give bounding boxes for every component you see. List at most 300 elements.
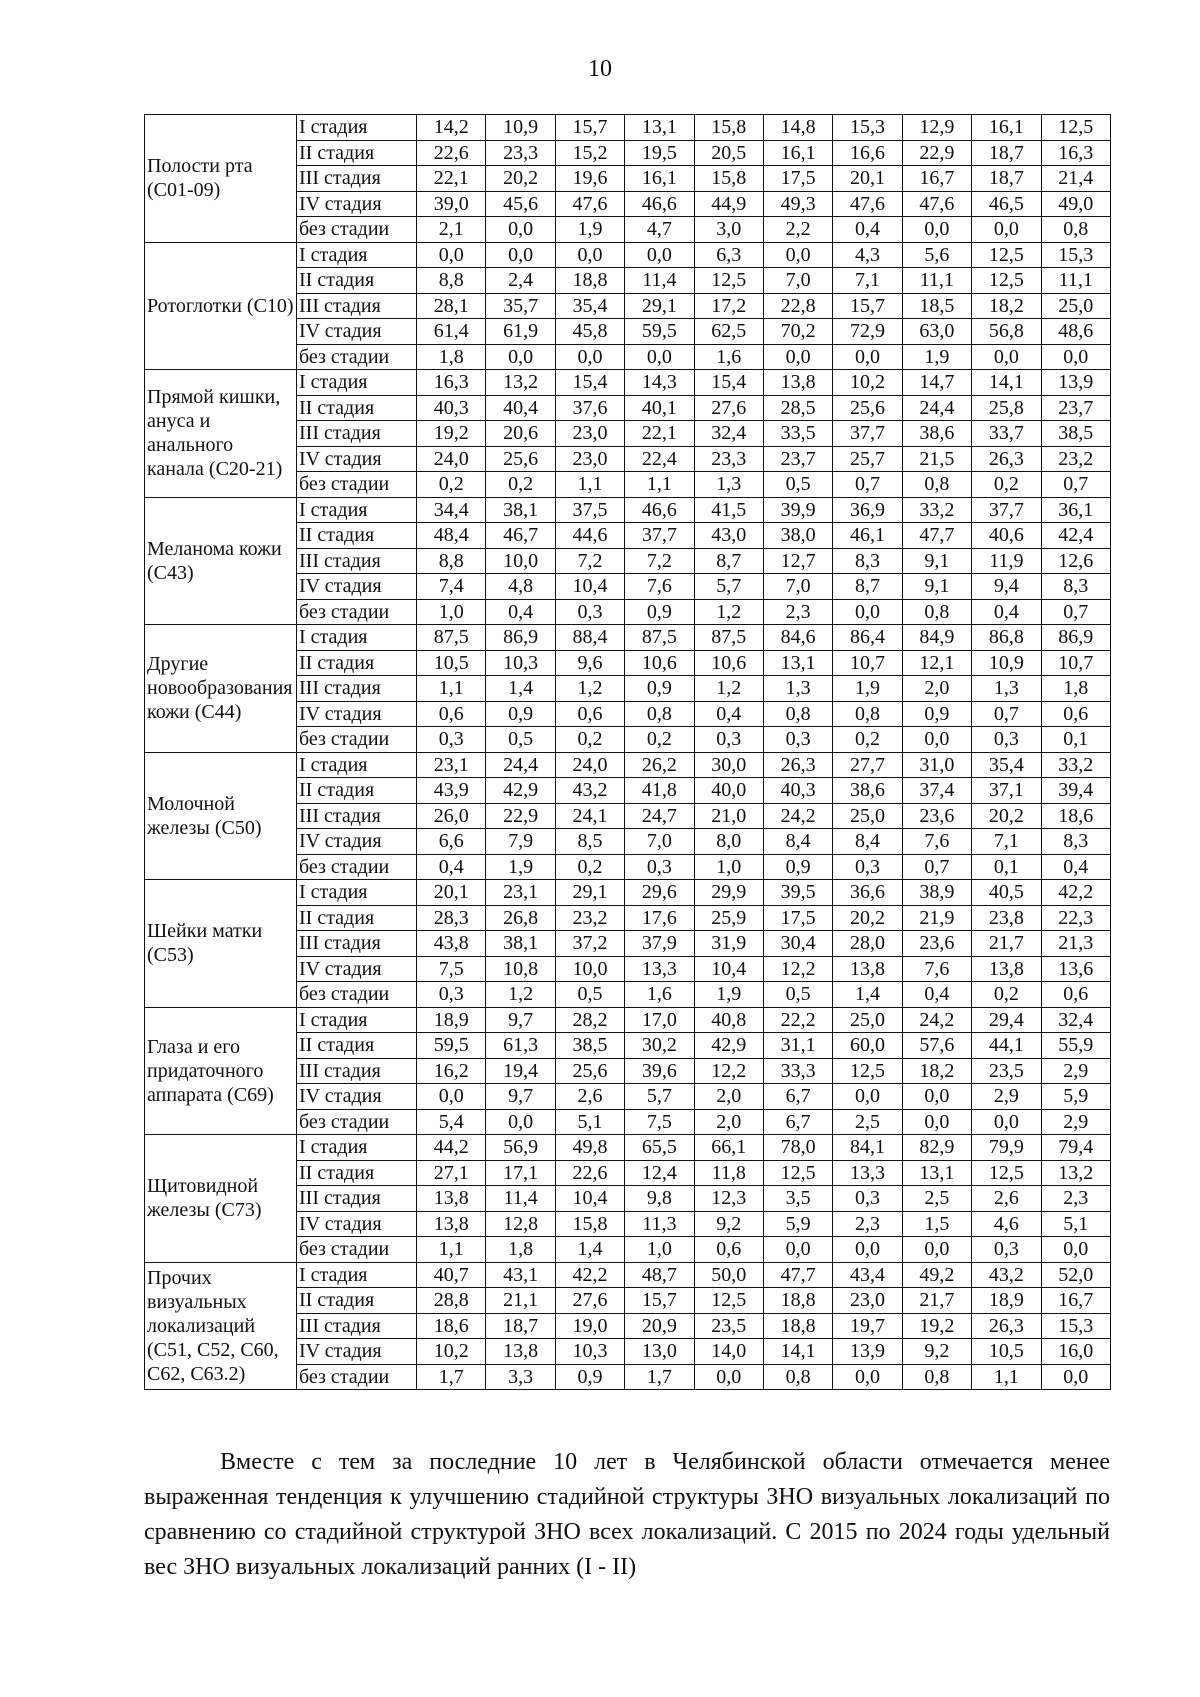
value-cell: 0,0 [417,242,486,268]
value-cell: 0,0 [625,344,694,370]
stage-label-cell: III стадия [297,1058,417,1084]
stage-label-cell: IV стадия [297,1084,417,1110]
value-cell: 31,9 [694,931,763,957]
value-cell: 13,9 [1041,370,1110,396]
stage-label-cell: I стадия [297,625,417,651]
value-cell: 0,0 [486,1109,555,1135]
value-cell: 0,3 [417,727,486,753]
value-cell: 29,1 [625,293,694,319]
value-cell: 43,9 [417,778,486,804]
site-name-cell: Шейки матки (С53) [145,880,297,1008]
value-cell: 16,3 [417,370,486,396]
value-cell: 18,6 [1041,803,1110,829]
value-cell: 43,2 [972,1262,1041,1288]
value-cell: 8,4 [763,829,832,855]
value-cell: 38,1 [486,497,555,523]
value-cell: 14,3 [625,370,694,396]
value-cell: 2,3 [763,599,832,625]
value-cell: 15,2 [555,140,624,166]
value-cell: 87,5 [417,625,486,651]
value-cell: 27,1 [417,1160,486,1186]
value-cell: 21,7 [972,931,1041,957]
value-cell: 12,5 [694,1288,763,1314]
value-cell: 12,3 [694,1186,763,1212]
stage-label-cell: II стадия [297,1160,417,1186]
value-cell: 47,6 [555,191,624,217]
value-cell: 0,0 [902,727,971,753]
table-row [145,115,1111,141]
value-cell: 0,0 [763,1237,832,1263]
value-cell: 30,2 [625,1033,694,1059]
site-name-cell: Прямой кишки, ануса и анального канала (С20-21) [145,370,297,498]
value-cell: 31,0 [902,752,971,778]
value-cell: 42,4 [1041,523,1110,549]
value-cell: 37,7 [972,497,1041,523]
value-cell: 1,9 [833,676,902,702]
value-cell: 0,9 [763,854,832,880]
value-cell: 23,5 [972,1058,1041,1084]
value-cell: 13,8 [417,1211,486,1237]
value-cell: 0,8 [902,472,971,498]
value-cell: 10,3 [555,1339,624,1365]
value-cell: 3,0 [694,217,763,243]
value-cell: 2,1 [417,217,486,243]
value-cell: 0,0 [902,1084,971,1110]
value-cell: 14,8 [763,115,832,141]
value-cell: 0,0 [972,217,1041,243]
value-cell: 0,3 [972,727,1041,753]
value-cell: 23,3 [486,140,555,166]
value-cell: 0,2 [486,472,555,498]
value-cell: 11,8 [694,1160,763,1186]
value-cell: 57,6 [902,1033,971,1059]
stage-label-cell: без стадии [297,472,417,498]
value-cell: 1,0 [417,599,486,625]
value-cell: 11,3 [625,1211,694,1237]
value-cell: 10,9 [486,115,555,141]
stage-label-cell: без стадии [297,217,417,243]
value-cell: 0,1 [972,854,1041,880]
value-cell: 32,4 [694,421,763,447]
site-name-cell: Прочих визуальных локализаций (С51, С52, С60, С62, С63.2) [145,1262,297,1390]
value-cell: 0,0 [486,344,555,370]
value-cell: 7,1 [833,268,902,294]
site-name-cell: Меланома кожи (С43) [145,497,297,625]
value-cell: 61,9 [486,319,555,345]
value-cell: 12,5 [833,1058,902,1084]
value-cell: 0,5 [763,982,832,1008]
value-cell: 24,4 [902,395,971,421]
value-cell: 2,5 [833,1109,902,1135]
value-cell: 1,7 [625,1364,694,1390]
value-cell: 6,7 [763,1109,832,1135]
table-body [145,115,1111,1390]
value-cell: 1,8 [486,1237,555,1263]
site-name-cell: Глаза и его придаточного аппарата (С69) [145,1007,297,1135]
value-cell: 12,1 [902,650,971,676]
value-cell: 43,1 [486,1262,555,1288]
value-cell: 9,7 [486,1084,555,1110]
stage-label-cell: IV стадия [297,191,417,217]
value-cell: 33,7 [972,421,1041,447]
value-cell: 15,8 [694,115,763,141]
stage-label-cell: IV стадия [297,956,417,982]
value-cell: 12,7 [763,548,832,574]
value-cell: 0,2 [555,854,624,880]
value-cell: 0,0 [417,1084,486,1110]
value-cell: 1,9 [902,344,971,370]
stage-label-cell: IV стадия [297,1339,417,1365]
value-cell: 36,1 [1041,497,1110,523]
value-cell: 0,3 [555,599,624,625]
value-cell: 10,2 [833,370,902,396]
value-cell: 8,5 [555,829,624,855]
value-cell: 20,2 [833,905,902,931]
value-cell: 0,2 [625,727,694,753]
value-cell: 2,6 [972,1186,1041,1212]
value-cell: 2,3 [833,1211,902,1237]
value-cell: 3,3 [486,1364,555,1390]
value-cell: 2,4 [486,268,555,294]
value-cell: 0,5 [763,472,832,498]
value-cell: 0,0 [972,344,1041,370]
value-cell: 9,1 [902,574,971,600]
value-cell: 21,3 [1041,931,1110,957]
stage-label-cell: IV стадия [297,829,417,855]
value-cell: 15,3 [833,115,902,141]
value-cell: 26,0 [417,803,486,829]
value-cell: 0,3 [417,982,486,1008]
value-cell: 10,9 [972,650,1041,676]
value-cell: 16,1 [763,140,832,166]
value-cell: 22,9 [486,803,555,829]
value-cell: 9,1 [902,548,971,574]
value-cell: 70,2 [763,319,832,345]
value-cell: 46,6 [625,191,694,217]
value-cell: 79,4 [1041,1135,1110,1161]
value-cell: 0,4 [417,854,486,880]
value-cell: 37,9 [625,931,694,957]
value-cell: 16,7 [1041,1288,1110,1314]
value-cell: 15,8 [694,166,763,192]
value-cell: 1,2 [555,676,624,702]
value-cell: 35,4 [972,752,1041,778]
value-cell: 10,5 [417,650,486,676]
value-cell: 25,6 [555,1058,624,1084]
value-cell: 0,3 [694,727,763,753]
value-cell: 84,6 [763,625,832,651]
value-cell: 15,8 [555,1211,624,1237]
value-cell: 40,6 [972,523,1041,549]
value-cell: 0,3 [833,854,902,880]
value-cell: 22,2 [763,1007,832,1033]
value-cell: 43,0 [694,523,763,549]
value-cell: 12,9 [902,115,971,141]
value-cell: 87,5 [694,625,763,651]
value-cell: 56,9 [486,1135,555,1161]
value-cell: 9,8 [625,1186,694,1212]
value-cell: 0,7 [833,472,902,498]
value-cell: 1,9 [694,982,763,1008]
value-cell: 12,5 [694,268,763,294]
value-cell: 12,5 [972,242,1041,268]
value-cell: 1,9 [555,217,624,243]
value-cell: 42,9 [486,778,555,804]
value-cell: 0,0 [486,242,555,268]
stage-label-cell: II стадия [297,778,417,804]
value-cell: 22,1 [625,421,694,447]
value-cell: 28,5 [763,395,832,421]
value-cell: 43,8 [417,931,486,957]
table-row [145,1262,1111,1288]
value-cell: 49,2 [902,1262,971,1288]
value-cell: 23,3 [694,446,763,472]
value-cell: 0,6 [555,701,624,727]
value-cell: 23,0 [833,1288,902,1314]
value-cell: 22,4 [625,446,694,472]
value-cell: 10,6 [694,650,763,676]
value-cell: 18,7 [486,1313,555,1339]
value-cell: 0,0 [555,242,624,268]
value-cell: 37,6 [555,395,624,421]
value-cell: 5,1 [555,1109,624,1135]
value-cell: 60,0 [833,1033,902,1059]
value-cell: 44,9 [694,191,763,217]
value-cell: 47,7 [763,1262,832,1288]
value-cell: 16,2 [417,1058,486,1084]
value-cell: 41,8 [625,778,694,804]
value-cell: 12,5 [1041,115,1110,141]
value-cell: 38,0 [763,523,832,549]
value-cell: 40,4 [486,395,555,421]
value-cell: 0,3 [625,854,694,880]
value-cell: 4,6 [972,1211,1041,1237]
value-cell: 0,6 [694,1237,763,1263]
value-cell: 0,7 [902,854,971,880]
value-cell: 46,6 [625,497,694,523]
table-row [145,242,1111,268]
value-cell: 20,5 [694,140,763,166]
value-cell: 86,4 [833,625,902,651]
stage-label-cell: I стадия [297,242,417,268]
value-cell: 8,3 [1041,829,1110,855]
value-cell: 13,8 [763,370,832,396]
value-cell: 15,4 [555,370,624,396]
table-row [145,1135,1111,1161]
value-cell: 13,8 [417,1186,486,1212]
value-cell: 0,8 [1041,217,1110,243]
value-cell: 19,7 [833,1313,902,1339]
value-cell: 59,5 [417,1033,486,1059]
value-cell: 0,8 [763,701,832,727]
stage-label-cell: III стадия [297,421,417,447]
value-cell: 22,9 [902,140,971,166]
table-row [145,625,1111,651]
value-cell: 86,9 [486,625,555,651]
value-cell: 56,8 [972,319,1041,345]
value-cell: 1,3 [763,676,832,702]
value-cell: 0,0 [972,1109,1041,1135]
value-cell: 39,6 [625,1058,694,1084]
value-cell: 5,6 [902,242,971,268]
value-cell: 13,2 [1041,1160,1110,1186]
value-cell: 0,8 [902,1364,971,1390]
value-cell: 23,1 [417,752,486,778]
value-cell: 8,0 [694,829,763,855]
value-cell: 5,9 [763,1211,832,1237]
stage-label-cell: IV стадия [297,319,417,345]
value-cell: 37,5 [555,497,624,523]
value-cell: 20,1 [417,880,486,906]
value-cell: 1,4 [833,982,902,1008]
value-cell: 26,3 [972,1313,1041,1339]
value-cell: 35,7 [486,293,555,319]
stage-label-cell: II стадия [297,1033,417,1059]
value-cell: 13,0 [625,1339,694,1365]
value-cell: 0,9 [902,701,971,727]
value-cell: 5,7 [625,1084,694,1110]
value-cell: 44,1 [972,1033,1041,1059]
value-cell: 6,7 [763,1084,832,1110]
value-cell: 15,3 [1041,242,1110,268]
value-cell: 1,0 [694,854,763,880]
value-cell: 16,1 [625,166,694,192]
value-cell: 0,3 [833,1186,902,1212]
value-cell: 55,9 [1041,1033,1110,1059]
value-cell: 18,8 [763,1288,832,1314]
value-cell: 0,7 [1041,599,1110,625]
value-cell: 7,6 [902,956,971,982]
stage-label-cell: без стадии [297,727,417,753]
value-cell: 2,6 [555,1084,624,1110]
value-cell: 10,0 [555,956,624,982]
value-cell: 13,6 [1041,956,1110,982]
value-cell: 28,2 [555,1007,624,1033]
value-cell: 16,1 [972,115,1041,141]
value-cell: 25,9 [694,905,763,931]
value-cell: 1,8 [1041,676,1110,702]
value-cell: 25,6 [486,446,555,472]
site-name-cell: Щитовидной железы (С73) [145,1135,297,1263]
value-cell: 14,7 [902,370,971,396]
value-cell: 27,7 [833,752,902,778]
value-cell: 49,3 [763,191,832,217]
value-cell: 61,4 [417,319,486,345]
value-cell: 38,5 [1041,421,1110,447]
value-cell: 50,0 [694,1262,763,1288]
value-cell: 21,4 [1041,166,1110,192]
value-cell: 0,9 [625,599,694,625]
value-cell: 0,6 [417,701,486,727]
value-cell: 20,2 [486,166,555,192]
value-cell: 61,3 [486,1033,555,1059]
value-cell: 33,3 [763,1058,832,1084]
value-cell: 13,1 [763,650,832,676]
value-cell: 10,7 [1041,650,1110,676]
value-cell: 37,1 [972,778,1041,804]
value-cell: 24,0 [555,752,624,778]
value-cell: 0,2 [555,727,624,753]
value-cell: 22,1 [417,166,486,192]
value-cell: 18,2 [972,293,1041,319]
value-cell: 1,2 [486,982,555,1008]
value-cell: 17,6 [625,905,694,931]
value-cell: 7,0 [763,574,832,600]
value-cell: 28,3 [417,905,486,931]
value-cell: 40,1 [625,395,694,421]
value-cell: 10,4 [555,1186,624,1212]
value-cell: 38,6 [902,421,971,447]
value-cell: 48,4 [417,523,486,549]
value-cell: 10,7 [833,650,902,676]
value-cell: 0,0 [902,1237,971,1263]
value-cell: 24,0 [417,446,486,472]
value-cell: 18,2 [902,1058,971,1084]
value-cell: 16,6 [833,140,902,166]
stage-label-cell: III стадия [297,548,417,574]
value-cell: 4,8 [486,574,555,600]
value-cell: 0,8 [625,701,694,727]
value-cell: 17,0 [625,1007,694,1033]
value-cell: 38,6 [833,778,902,804]
value-cell: 18,9 [417,1007,486,1033]
value-cell: 0,4 [1041,854,1110,880]
stage-label-cell: III стадия [297,676,417,702]
value-cell: 0,4 [972,599,1041,625]
value-cell: 8,7 [694,548,763,574]
table-row [145,1007,1111,1033]
value-cell: 0,5 [555,982,624,1008]
value-cell: 0,0 [486,217,555,243]
value-cell: 62,5 [694,319,763,345]
stage-label-cell: без стадии [297,854,417,880]
value-cell: 29,9 [694,880,763,906]
value-cell: 16,0 [1041,1339,1110,1365]
stage-label-cell: IV стадия [297,701,417,727]
value-cell: 12,2 [763,956,832,982]
value-cell: 11,4 [625,268,694,294]
value-cell: 22,8 [763,293,832,319]
value-cell: 5,9 [1041,1084,1110,1110]
stage-label-cell: I стадия [297,1135,417,1161]
stage-label-cell: I стадия [297,752,417,778]
value-cell: 32,4 [1041,1007,1110,1033]
stage-label-cell: II стадия [297,905,417,931]
value-cell: 38,1 [486,931,555,957]
value-cell: 37,7 [833,421,902,447]
value-cell: 10,8 [486,956,555,982]
value-cell: 0,9 [486,701,555,727]
table-row [145,752,1111,778]
value-cell: 84,1 [833,1135,902,1161]
value-cell: 4,3 [833,242,902,268]
value-cell: 0,0 [833,344,902,370]
value-cell: 15,3 [1041,1313,1110,1339]
value-cell: 78,0 [763,1135,832,1161]
value-cell: 26,2 [625,752,694,778]
value-cell: 23,1 [486,880,555,906]
value-cell: 23,2 [1041,446,1110,472]
value-cell: 17,5 [763,905,832,931]
value-cell: 9,2 [694,1211,763,1237]
value-cell: 21,1 [486,1288,555,1314]
value-cell: 13,1 [625,115,694,141]
value-cell: 0,7 [1041,472,1110,498]
value-cell: 0,0 [833,599,902,625]
value-cell: 40,3 [763,778,832,804]
value-cell: 28,1 [417,293,486,319]
stage-label-cell: I стадия [297,1262,417,1288]
